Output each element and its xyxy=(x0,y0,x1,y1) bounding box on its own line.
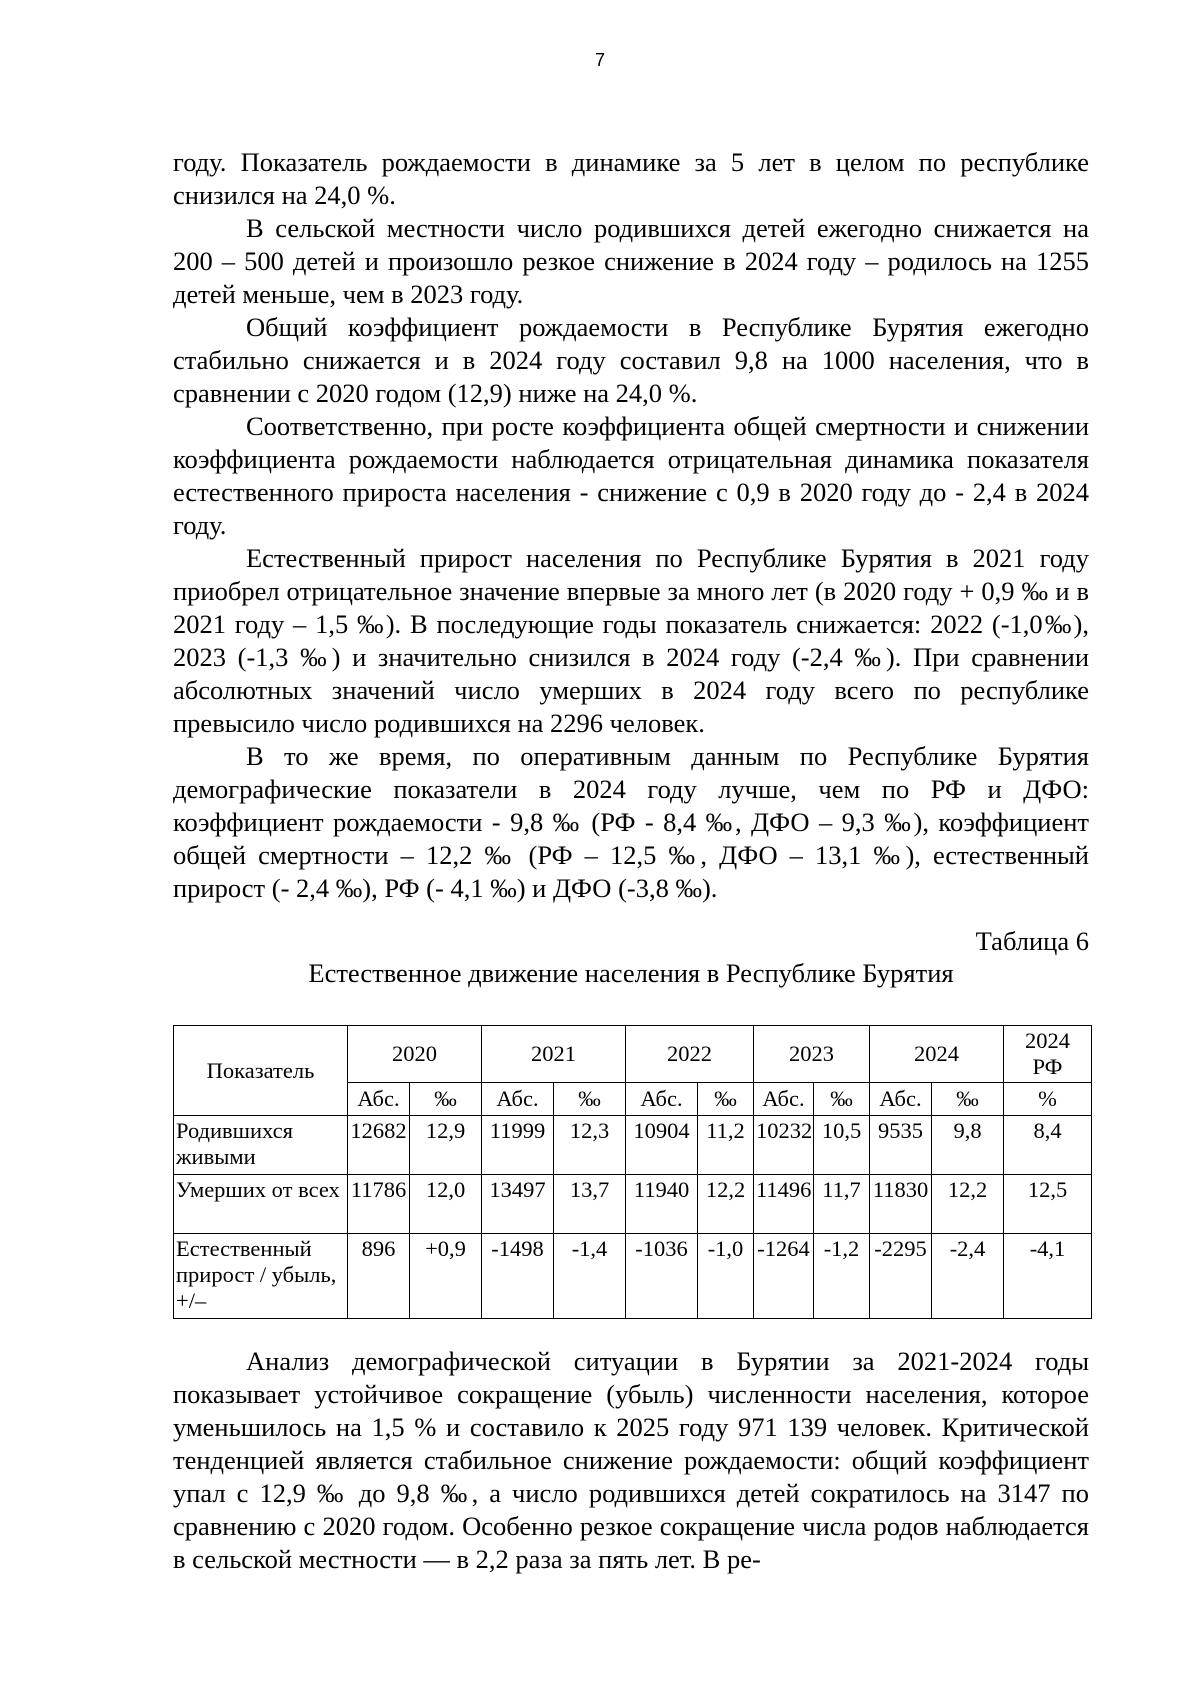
table-row xyxy=(174,1175,1092,1234)
header-year: 2023 xyxy=(754,1026,870,1083)
header-abs: Абс. xyxy=(626,1083,698,1116)
header-rf-year: 2024 xyxy=(1025,1028,1070,1053)
table-cell: 8,4 xyxy=(1004,1116,1092,1175)
table-row xyxy=(174,1234,1092,1319)
header-abs: Абс. xyxy=(482,1083,554,1116)
table-cell: 9,8 xyxy=(932,1116,1004,1175)
header-year: 2020 xyxy=(348,1026,482,1083)
table-cell: -2,4 xyxy=(932,1234,1004,1319)
table-cell: 12,5 xyxy=(1004,1175,1092,1234)
paragraph: Соответственно, при росте коэффициента общей смертности и снижении коэффициента рождаемости наблюдается отрицательная динамика показателя естественного прироста населения - снижение с 0,9 в 2020 году до - 2,4 в 2024 году. xyxy=(173,411,1089,540)
table-cell: -1036 xyxy=(626,1234,698,1319)
header-permille: ‰ xyxy=(554,1083,626,1116)
header-year: 2021 xyxy=(482,1026,626,1083)
row-label: Умерших от всех xyxy=(174,1175,348,1234)
table-cell: 10232 xyxy=(754,1116,814,1175)
paragraph: году. Показатель рождаемости в динамике за 5 лет в целом по республике снизился на 24,0 %. xyxy=(173,147,1089,210)
table-label: Таблица 6 xyxy=(975,926,1089,956)
paragraph: Естественный прирост населения по Республике Бурятия в 2021 году приобрел отрицательное значение впервые за много лет (в 2020 году + 0,9 ‰ и в 2021 году – 1,5 ‰). В последующие годы показатель снижается: 2022 (-1,0‰), 2023 (-1,3 ‰) и значительно снизился в 2024 году (-2,4 ‰). При сравнении абсолютных значений число умерших в 2024 году всего по республике превысило число родившихся на 2296 человек. xyxy=(173,543,1089,738)
header-abs: Абс. xyxy=(754,1083,814,1116)
table-row xyxy=(174,1116,1092,1175)
table-cell: -1,0 xyxy=(698,1234,754,1319)
table-cell: -1,4 xyxy=(554,1234,626,1319)
header-abs: Абс. xyxy=(870,1083,932,1116)
table-cell: -2295 xyxy=(870,1234,932,1319)
header-rf-unit: % xyxy=(1004,1083,1092,1116)
table-cell: 11496 xyxy=(754,1175,814,1234)
row-label: Естественный прирост / убыль, +/– xyxy=(174,1234,348,1319)
table-cell: 12,3 xyxy=(554,1116,626,1175)
header-rf-label: РФ xyxy=(1032,1054,1063,1079)
paragraph: В сельской местности число родившихся детей ежегодно снижается на 200 – 500 детей и произошло резкое снижение в 2024 году – родилось на 1255 детей меньше, чем в 2023 году. xyxy=(173,213,1089,309)
table-cell: 9535 xyxy=(870,1116,932,1175)
table-cell: 11,2 xyxy=(698,1116,754,1175)
body-text-top xyxy=(173,146,1089,905)
header-year: 2024 xyxy=(870,1026,1004,1083)
header-permille: ‰ xyxy=(814,1083,870,1116)
table-cell: 11,7 xyxy=(814,1175,870,1234)
table-cell: 13497 xyxy=(482,1175,554,1234)
table-cell: +0,9 xyxy=(410,1234,482,1319)
table-caption xyxy=(173,925,1089,989)
table-cell: 11830 xyxy=(870,1175,932,1234)
paragraph: Анализ демографической ситуации в Бурятии за 2021-2024 годы показывает устойчивое сокращение (убыль) численности населения, которое уменьшилось на 1,5 % и составило к 2025 году 971 139 человек. Критической тенденцией является стабильное снижение рождаемости: общий коэффициент упал с 12,9 ‰ до 9,8 ‰, а число родившихся детей сократилось на 3147 по сравнению с 2020 годом. Особенно резкое сокращение числа родов наблюдается в сельской местности — в 2,2 раза за пять лет. В ре- xyxy=(173,1346,1089,1574)
header-permille: ‰ xyxy=(932,1083,1004,1116)
body-text-bottom xyxy=(173,1345,1089,1576)
row-label: Родившихся живыми xyxy=(174,1116,348,1175)
table-cell: 10904 xyxy=(626,1116,698,1175)
table-cell: -1264 xyxy=(754,1234,814,1319)
table-cell: 11786 xyxy=(348,1175,410,1234)
header-permille: ‰ xyxy=(410,1083,482,1116)
demographics-table xyxy=(173,1025,1092,1319)
table-cell: 12682 xyxy=(348,1116,410,1175)
header-permille: ‰ xyxy=(698,1083,754,1116)
table-cell: 11940 xyxy=(626,1175,698,1234)
header-abs: Абс. xyxy=(348,1083,410,1116)
header-rf xyxy=(1004,1026,1092,1083)
table-cell: 12,9 xyxy=(410,1116,482,1175)
table-cell: 896 xyxy=(348,1234,410,1319)
table-cell: -4,1 xyxy=(1004,1234,1092,1319)
header-indicator: Показатель xyxy=(174,1026,348,1116)
table-cell: 12,0 xyxy=(410,1175,482,1234)
table-cell: 12,2 xyxy=(932,1175,1004,1234)
table-cell: -1,2 xyxy=(814,1234,870,1319)
table-title: Естественное движение населения в Республике Бурятия xyxy=(308,958,954,988)
page-number: 7 xyxy=(594,50,605,70)
table-cell: 12,2 xyxy=(698,1175,754,1234)
header-year: 2022 xyxy=(626,1026,754,1083)
table-cell: 11999 xyxy=(482,1116,554,1175)
paragraph: Общий коэффициент рождаемости в Республике Бурятия ежегодно стабильно снижается и в 2024 году составил 9,8 на 1000 населения, что в сравнении с 2020 годом (12,9) ниже на 24,0 %. xyxy=(173,312,1089,408)
table-cell: 10,5 xyxy=(814,1116,870,1175)
paragraph: В то же время, по оперативным данным по Республике Бурятия демографические показатели в 2024 году лучше, чем по РФ и ДФО: коэффициент рождаемости - 9,8 ‰ (РФ - 8,4 ‰, ДФО – 9,3 ‰), коэффициент общей смертности – 12,2 ‰ (РФ – 12,5 ‰, ДФО – 13,1 ‰), естественный прирост (- 2,4 ‰), РФ (- 4,1 ‰) и ДФО (-3,8 ‰). xyxy=(173,741,1089,903)
table-cell: -1498 xyxy=(482,1234,554,1319)
table-cell: 13,7 xyxy=(554,1175,626,1234)
